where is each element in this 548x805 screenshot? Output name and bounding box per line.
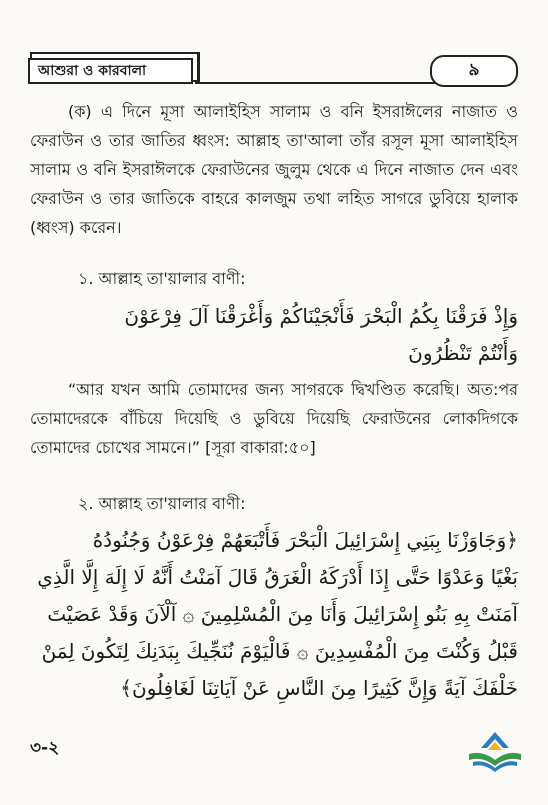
header-rule — [195, 82, 448, 84]
page-number-box — [430, 55, 518, 87]
arabic-line: آمَنَتْ بِهِ بَنُو إِسْرَائِيلَ وَأَنَا مِنَ الْمُسْلِمِينَ ۞ آلْآنَ وَقَدْ عَصَيْتَ — [47, 602, 518, 626]
arabic-line: ﴿وَجَاوَزْنَا بِبَنِي إِسْرَائِيلَ الْبَحْرَ فَأَتْبَعَهُمْ فِرْعَوْنُ وَجُنُودُهُ — [92, 528, 518, 552]
book-logo-icon — [465, 728, 525, 778]
arabic-line: وَإِذْ فَرَقْنَا بِكُمُ الْبَحْرَ فَأَنْجَيْنَاكُمْ وَأَغْرَقْنَا آلَ فِرْعَوْنَ — [124, 304, 518, 328]
verse-heading-1: ১. আল্লাহ তা'য়ালার বাণী: — [78, 269, 246, 288]
arabic-line: وَأَنْتُمْ تَنْظُرُونَ — [408, 341, 518, 365]
verse-heading-2: ২. আল্লাহ তা'য়ালার বাণী: — [78, 494, 246, 513]
chapter-title: আশুরা ও কারবালা — [38, 63, 147, 79]
chapter-title-box — [28, 58, 193, 84]
translation-1: “আর যখন আমি তোমাদের জন্য সাগরকে দ্বিখণ্ডিত করেছি। অত:পর তোমাদেরকে বাঁচিয়ে দিয়েছি ও ডুবিয়ে দিয়েছি ফেরাউনের লোকদিগকে তোমাদের চোখের সামনে।” [সূরা বাকারা:৫০] — [30, 380, 518, 457]
arabic-verse-2 — [30, 522, 518, 707]
arabic-line: خَلْفَكَ آيَةً وَإِنَّ كَثِيرًا مِنَ النَّاسِ عَنْ آيَاتِنَا لَغَافِلُونَ﴾ — [120, 676, 518, 700]
arabic-line: قَبْلُ وَكُنْتَ مِنَ الْمُفْسِدِينَ ۞ فَالْيَوْمَ نُنَجِّيكَ بِبَدَنِكَ لِتَكُونَ لِمَنْ — [41, 639, 518, 663]
arabic-line: بَغْيًا وَعَدْوًا حَتَّى إِذَا أَدْرَكَهُ الْغَرَقُ قَالَ آمَنْتُ أَنَّهُ لَا إِلَهَ إِلَّا الَّذِي — [37, 565, 518, 589]
page-number: ৯ — [468, 60, 480, 80]
paragraph-intro: (ক) এ দিনে মূসা আলাইহিস সালাম ও বনি ইসরাঈলের নাজাত ও ফেরাউন ও তার জাতির ধ্বংস: আল্লাহ তা'আলা তাঁর রসূল মূসা আলাইহিস সালাম ও বনি ইসরাঈলকে ফেরাউনের জুলুম থেকে এ দিনে নাজাত দেন এবং ফেরাউন ও তার জাতিকে বাহরে কালজুম তথা লহিত সাগরে ডুবিয়ে হালাক (ধ্বংস) করেন। — [30, 102, 518, 237]
arabic-verse-1 — [30, 298, 518, 372]
footer-number: ৩-২ — [30, 738, 60, 758]
